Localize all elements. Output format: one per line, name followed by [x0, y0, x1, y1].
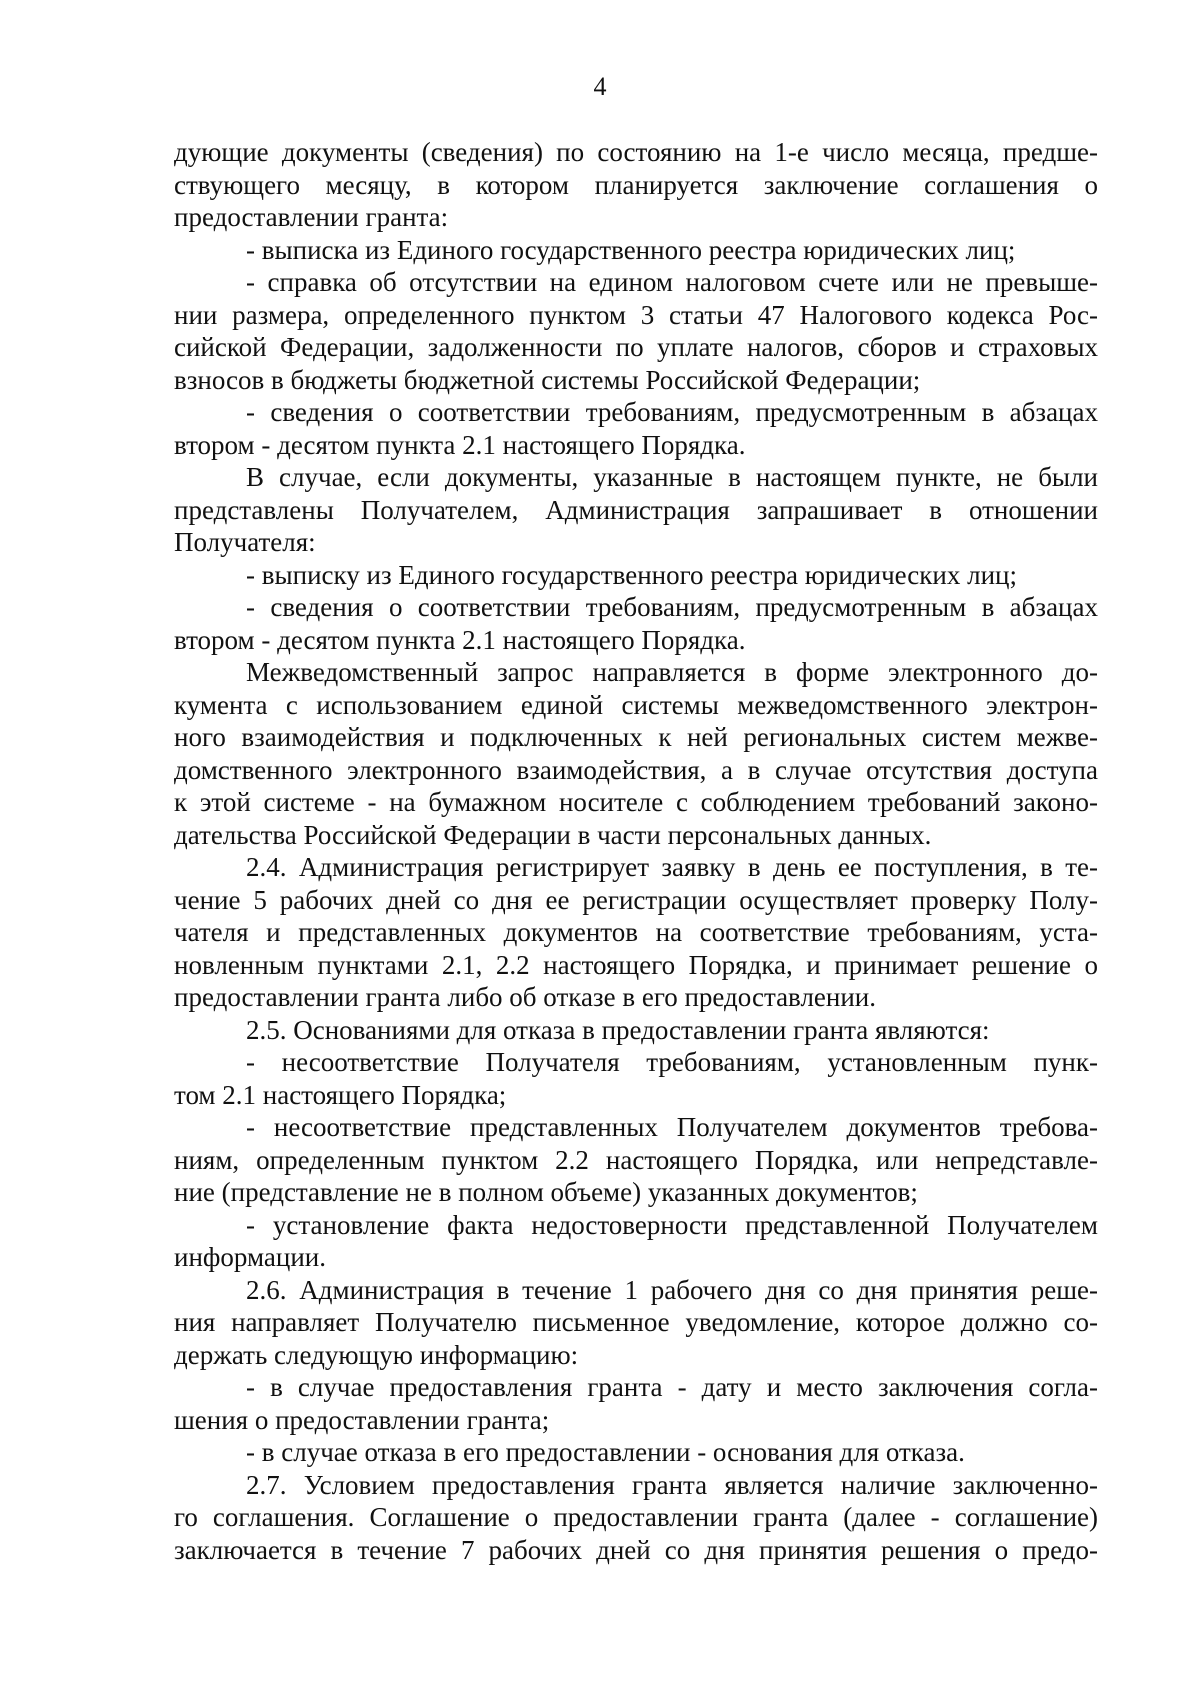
paragraph: [174, 396, 1098, 461]
text-line: дующие документы (сведения) по состоянию на 1-е число месяца, предше-: [174, 137, 1098, 167]
text-line: Межведомственный запрос направляется в форме электронного до-: [246, 657, 1098, 687]
paragraph: [174, 266, 1098, 396]
text-line: 2.5. Основаниями для отказа в предоставлении гранта являются:: [246, 1014, 990, 1045]
paragraph: [174, 1469, 1098, 1567]
paragraph: [174, 1371, 1098, 1436]
text-line: кумента с использованием единой системы межведомственного электрон-: [174, 689, 1098, 720]
paragraph: [174, 559, 1098, 592]
text-line: ного взаимодействия и подключенных к ней региональных систем межве-: [174, 722, 1098, 752]
document-body: [174, 136, 1098, 1566]
text-line: домственного электронного взаимодействия, а в случае отсутствия доступа: [174, 754, 1098, 785]
paragraph: [174, 591, 1098, 656]
text-line: к этой системе - на бумажном носителе с соблюдением требований законо-: [174, 787, 1098, 817]
text-line: 2.6. Администрация в течение 1 рабочего дня со дня принятия реше-: [246, 1274, 1098, 1305]
text-line: информации.: [174, 1242, 326, 1272]
text-line: Получателя:: [174, 527, 316, 557]
text-line: заключается в течение 7 рабочих дней со дня принятия решения о предо-: [174, 1534, 1098, 1565]
paragraph: [174, 1111, 1098, 1209]
text-line: - несоответствие представленных Получателем документов требова-: [246, 1112, 1098, 1142]
text-line: держать следующую информацию:: [174, 1339, 579, 1370]
text-line: - сведения о соответствии требованиям, предусмотренным в абзацах: [246, 592, 1098, 622]
text-line: взносов в бюджеты бюджетной системы Российской Федерации;: [174, 364, 921, 395]
text-line: 2.4. Администрация регистрирует заявку в день ее поступления, в те-: [246, 852, 1098, 882]
text-line: представлены Получателем, Администрация запрашивает в отношении: [174, 494, 1098, 525]
text-line: - сведения о соответствии требованиям, предусмотренным в абзацах: [246, 397, 1098, 427]
text-line: - справка об отсутствии на едином налоговом счете или не превыше-: [246, 267, 1098, 297]
text-line: чателя и представленных документов на соответствие требованиям, уста-: [174, 917, 1098, 947]
text-line: - выписку из Единого государственного реестра юридических лиц;: [246, 559, 1017, 590]
text-line: втором - десятом пункта 2.1 настоящего Порядка.: [174, 624, 746, 655]
text-line: ствующего месяцу, в котором планируется заключение соглашения о: [174, 169, 1098, 200]
page-number: 4: [593, 72, 607, 101]
paragraph: [174, 461, 1098, 559]
text-line: - выписка из Единого государственного реестра юридических лиц;: [246, 234, 1016, 265]
text-line: втором - десятом пункта 2.1 настоящего Порядка.: [174, 429, 746, 460]
text-line: - несоответствие Получателя требованиям, установленным пунк-: [246, 1047, 1098, 1077]
paragraph: [174, 234, 1098, 267]
text-line: новленным пунктами 2.1, 2.2 настоящего Порядка, и принимает решение о: [174, 949, 1098, 980]
text-line: том 2.1 настоящего Порядка;: [174, 1079, 507, 1110]
text-line: предоставлении гранта:: [174, 202, 449, 232]
text-line: дательства Российской Федерации в части персональных данных.: [174, 819, 932, 850]
text-line: - установление факта недостоверности представленной Получателем: [246, 1209, 1098, 1240]
text-line: ниям, определенным пунктом 2.2 настоящего Порядка, или непредставле-: [174, 1144, 1098, 1175]
text-line: чение 5 рабочих дней со дня ее регистрации осуществляет проверку Полу-: [174, 884, 1098, 915]
text-line: - в случае предоставления гранта - дату и место заключения согла-: [246, 1372, 1098, 1402]
text-line: го соглашения. Соглашение о предоставлении гранта (далее - соглашение): [174, 1502, 1098, 1532]
paragraph: [174, 1046, 1098, 1111]
text-line: 2.7. Условием предоставления гранта является наличие заключенно-: [246, 1469, 1098, 1500]
text-line: - в случае отказа в его предоставлении - основания для отказа.: [246, 1437, 965, 1467]
text-line: В случае, если документы, указанные в настоящем пункте, не были: [246, 462, 1098, 492]
paragraph: [174, 1209, 1098, 1274]
paragraph: [174, 851, 1098, 1014]
text-line: ния направляет Получателю письменное уведомление, которое должно со-: [174, 1307, 1098, 1337]
paragraph: [174, 1014, 1098, 1047]
text-line: предоставлении гранта либо об отказе в его предоставлении.: [174, 982, 876, 1012]
paragraph: [174, 656, 1098, 851]
text-line: шения о предоставлении гранта;: [174, 1404, 550, 1435]
paragraph: [174, 1274, 1098, 1372]
paragraph: [174, 136, 1098, 234]
text-line: сийской Федерации, задолженности по уплате налогов, сборов и страховых: [174, 332, 1098, 362]
text-line: нии размера, определенного пунктом 3 статьи 47 Налогового кодекса Рос-: [174, 299, 1098, 330]
text-line: ние (представление не в полном объеме) указанных документов;: [174, 1177, 918, 1207]
paragraph: [174, 1436, 1098, 1469]
